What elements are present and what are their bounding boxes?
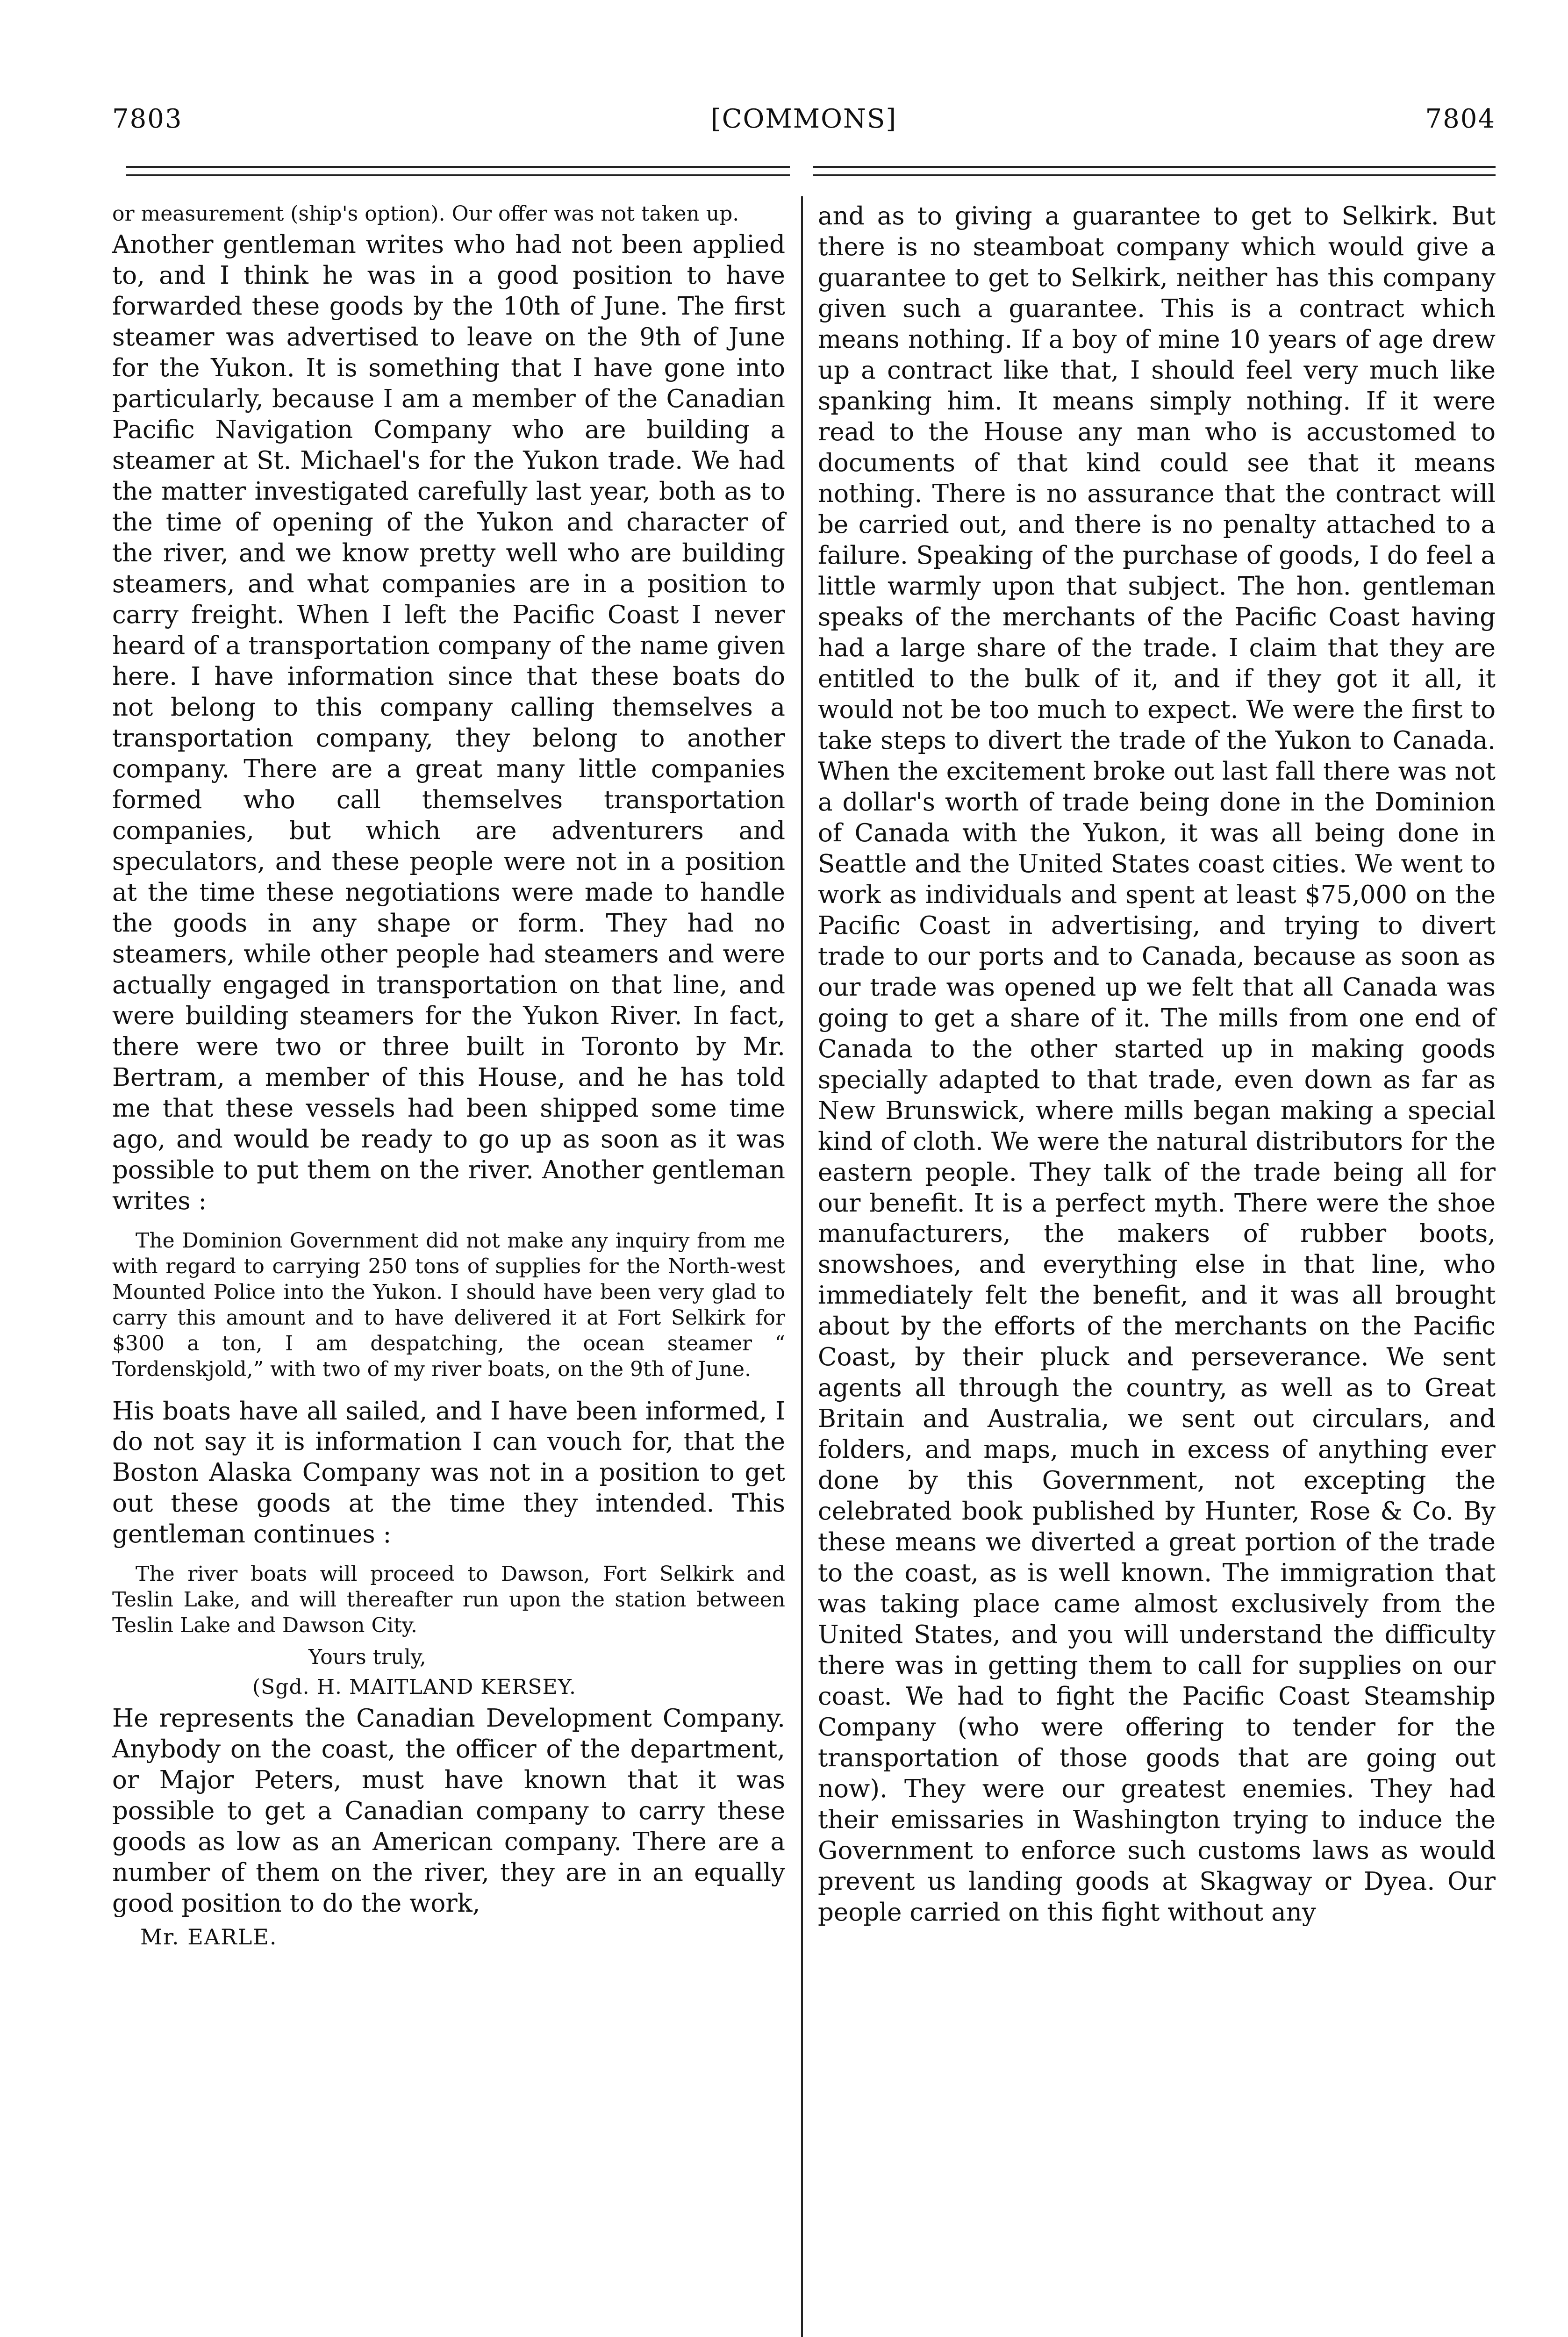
body-paragraph: and as to giving a guarantee to get to Selkirk. But there is no steamboat company which would give a guarantee to get to Selkirk, neither has this company given such a guarantee. This is a contract which means nothing. If a boy of mine 10 years of age drew up a contract like that, I should feel very much like spanking him. It means simply nothing. If it were read to the House any man who is accustomed to documents of that kind could see that it means nothing. There is no assurance that the contract will be carried out, and there is no penalty attached to a failure. Speaking of the purchase of goods, I do feel a little warmly upon that subject. The hon. gentleman speaks of the merchants of the Pacific Coast having had a large share of the trade. I claim that they are entitled to the bulk of it, and if they got it all, it would not be too much to expect. We were the first to take steps to divert the trade of the Yukon to Canada. When the excitement broke out last fall there was not a dollar's worth of trade being done in the Dominion of Canada with the Yukon, it was all being done in Seattle and the United States coast cities. We went to work as individuals and spent at least $75,000 on the Pacific Coast in advertising, and trying to divert trade to our ports and to Canada, because as soon as our trade was opened up we felt that all Canada was going to get a share of it. The mills from one end of Canada to the other started up in making goods specially adapted to that trade, even down as far as New Brunswick, where mills began making a special kind of cloth. We were the natural distributors for the eastern people. They talk of the trade being all for our benefit. It is a perfect myth. There were the shoe manufacturers, the makers of rubber boots, snowshoes, and everything else in that line, who immediately felt the benefit, and it was all brought about by the efforts of the merchants on the Pacific Coast, by their pluck and perseverance. We sent agents all through the country, as well as to Great Britain and Australia, we sent out circulars, and folders, and maps, much in excess of anything ever done by this Government, not excepting the celebrated book published by Hunter, Rose & Co. By these means we diverted a great portion of the trade to the coast, as is well known. The immigration that was taking place came almost exclusively from the United States, and you will understand the difficulty there was in getting them to call for supplies on our coast. We had to fight the Pacific Coast Steamship Company (who were offering to tender for the transportation of those goods that are going out now). They were our greatest enemies. They had their emissaries in Washington trying to induce the Government to enforce such customs laws as would prevent us landing goods at Skagway or Dyea. Our people carried on this fight without any — [818, 202, 1496, 1927]
letter-signature: (Sgd. H. MAITLAND KERSEY. — [252, 1675, 577, 1699]
page-header — [112, 98, 1496, 140]
running-title: [COMMONS] — [710, 104, 897, 134]
body-paragraph: His boats have all sailed, and I have been informed, I do not say it is information I can vouch for, that the Boston Alaska Company was not in a position to get out these goods at the time they intended. This gentleman continues : — [112, 1397, 785, 1549]
column-divider — [801, 196, 803, 2337]
speaker-name: Mr. EARLE. — [140, 1924, 278, 1950]
body-paragraph: Another gentleman writes who had not been applied to, and I think he was in a good position to have forwarded these goods by the 10th of June. The first steamer was advertised to leave on the 9th of June for the Yukon. It is something that I have gone into particularly, because I am a member of the Canadian Pacific Navigation Company who are building a steamer at St. Michael's for the Yukon trade. We had the matter investigated carefully last year, both as to the time of opening of the Yukon and character of the river, and we know pretty well who are building steamers, and what companies are in a position to carry freight. When I left the Pacific Coast I never heard of a transportation company of the name given here. I have information since that these boats do not belong to this company calling themselves a transportation company, they belong to another company. There are a great many little companies formed who call themselves transportation companies, but which are adventurers and speculators, and these people were not in a position at the time these negotiations were made to handle the goods in any shape or form. They had no steamers, while other people had steamers and were actually engaged in transportation on that line, and were building steamers for the Yukon River. In fact, there were two or three built in Toronto by Mr. Bertram, a member of this House, and he has told me that these vessels had been shipped some time ago, and would be ready to go up as soon as it was possible to put them on the river. Another gentleman writes : — [112, 230, 785, 1215]
quoted-letter: The river boats will proceed to Dawson, Fort Selkirk and Teslin Lake, and will thereafter run upon the station between Teslin Lake and Dawson City. — [112, 1562, 785, 1638]
body-paragraph: He represents the Canadian Development Company. Anybody on the coast, the officer of the department, or Major Peters, must have known that it was possible to get a Canadian company to carry these goods as low as an American company. There are a number of them on the river, they are in an equally good position to do the work, — [112, 1704, 785, 1918]
left-column — [112, 201, 785, 1950]
page-number-right: 7804 — [1425, 104, 1496, 134]
right-column — [818, 201, 1496, 1931]
header-rule-right — [813, 166, 1496, 176]
page-number-left: 7803 — [112, 104, 183, 134]
header-rule-left — [126, 166, 790, 176]
quoted-letter: The Dominion Government did not make any inquiry from me with regard to carrying 250 tons of supplies for the North-west Mounted Police into the Yukon. I should have been very glad to carry this amount and to have delivered it at Fort Selkirk for $300 a ton, I am despatching, the ocean steamer “ Tordenskjold,” with two of my river boats, on the 9th of June. — [112, 1228, 785, 1381]
opening-paragraph: or measurement (ship's option). Our offer was not taken up. — [112, 202, 739, 226]
letter-closing: Yours truly, — [308, 1645, 426, 1670]
